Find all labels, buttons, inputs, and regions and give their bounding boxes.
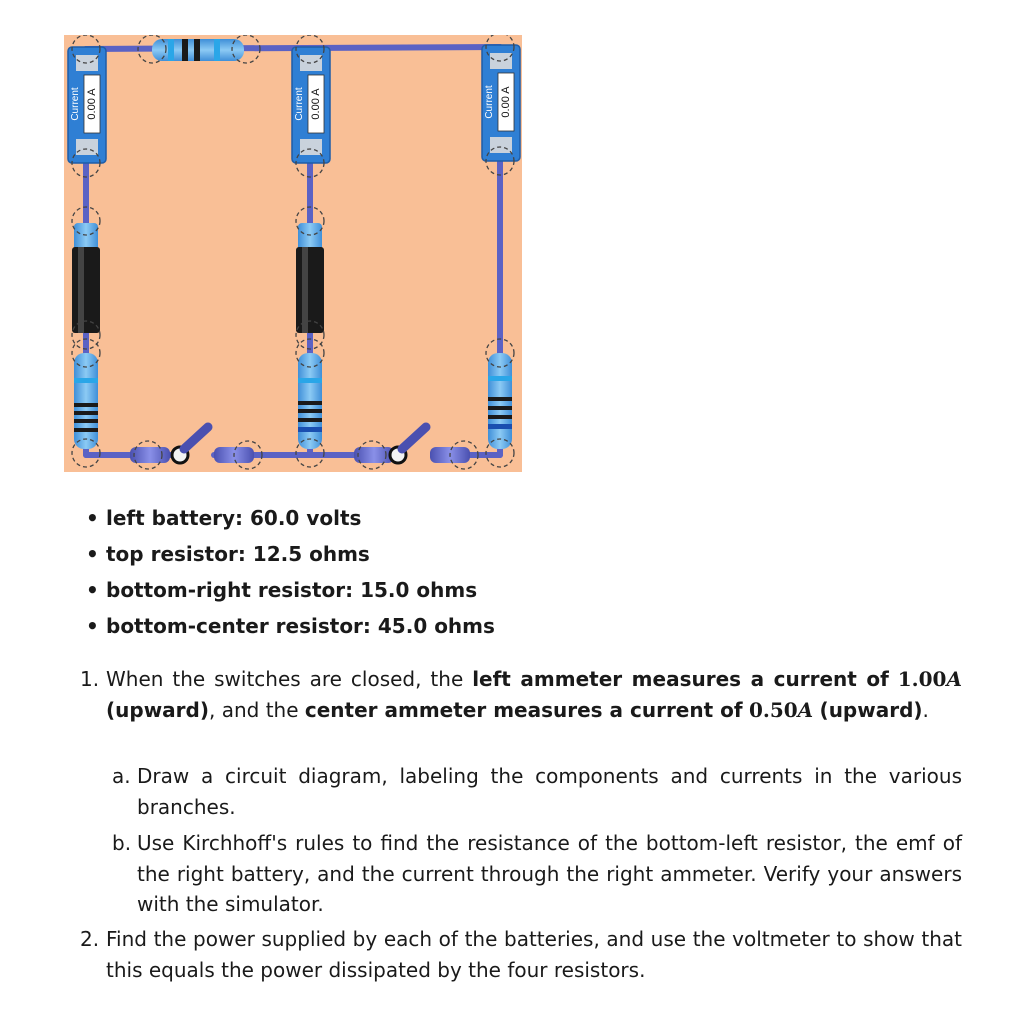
question-1b: [112, 828, 962, 920]
left-ammeter: [68, 47, 106, 163]
question-number: 2.: [80, 927, 100, 951]
sub-label: b.: [112, 831, 132, 855]
right-battery: [296, 223, 324, 333]
sub-label: a.: [112, 764, 131, 788]
question-text: Find the power supplied by each of the batteries, and use the voltmeter to show that this equals the power dissipated by the four resistors.: [106, 927, 962, 982]
question-number: 1.: [80, 667, 100, 691]
sub-text: Use Kirchhoff's rules to find the resistance of the bottom-left resistor, the emf of the right battery, and the current through the right ammeter. Verify your answers with the simulator.: [137, 831, 962, 916]
sub-text: Draw a circuit diagram, labeling the components and currents in the various branches.: [137, 764, 962, 819]
given-values-list: [86, 504, 495, 648]
given-item: • bottom-right resistor: 15.0 ohms: [86, 576, 495, 612]
right-ammeter: [482, 45, 520, 161]
question-2: [80, 924, 962, 985]
ammeter-label: Current: [294, 87, 305, 121]
ammeter-label: Current: [70, 87, 81, 121]
given-item: • left battery: 60.0 volts: [86, 504, 495, 540]
current-value-center: 0.50A: [748, 697, 814, 722]
question-1: [80, 664, 962, 725]
question-1a: [112, 761, 962, 822]
question-text: When the switches are closed, the left ammeter measures a current of 1.00A (upward), and the center ammeter measures a current of 0.50A (upward).: [106, 667, 962, 722]
current-value-left: 1.00A: [897, 667, 962, 691]
circuit-simulator: [64, 35, 522, 472]
given-item: • top resistor: 12.5 ohms: [86, 540, 495, 576]
left-battery: [72, 223, 100, 333]
center-ammeter: [292, 47, 330, 163]
given-item: • bottom-center resistor: 45.0 ohms: [86, 612, 495, 648]
ammeter-label: Current: [484, 85, 495, 119]
ammeter-reading: 0.00 A: [310, 88, 322, 120]
ammeter-reading: 0.00 A: [500, 86, 512, 118]
ammeter-reading: 0.00 A: [86, 88, 98, 120]
